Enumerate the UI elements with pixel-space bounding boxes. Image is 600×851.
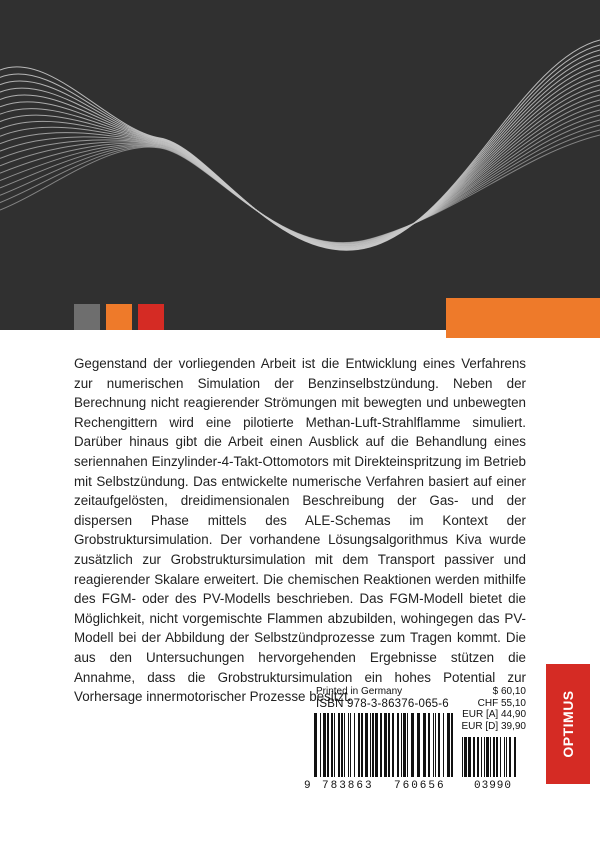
barcode-bar	[486, 737, 489, 777]
barcode-bar	[435, 713, 436, 777]
barcode-bar	[506, 737, 507, 777]
barcode-bar	[323, 713, 326, 777]
barcode-bar	[407, 713, 408, 777]
barcode-bar	[490, 737, 491, 777]
barcode-bar	[464, 737, 467, 777]
barcode-bar	[327, 713, 329, 777]
barcode-bar	[344, 713, 345, 777]
barcode-bar	[338, 713, 340, 777]
barcode-bar	[417, 713, 420, 777]
wave-line	[0, 120, 600, 244]
barcode-bar	[484, 737, 485, 777]
isbn-barcode	[314, 713, 454, 777]
price-addon-barcode	[462, 737, 520, 777]
barcode-bar	[358, 713, 360, 777]
barcode-bar	[354, 713, 355, 777]
wave-line	[0, 105, 600, 245]
barcode-bar	[341, 713, 343, 777]
barcode-bar	[320, 713, 321, 777]
barcode-bar	[423, 713, 426, 777]
barcode-bar	[370, 713, 371, 777]
barcode-bar	[481, 737, 482, 777]
wave-line	[0, 45, 600, 250]
barcode-bar	[438, 713, 440, 777]
price-eur-d: EUR [D] 39,90	[461, 720, 526, 732]
barcode-bar	[428, 713, 430, 777]
barcode-bar	[496, 737, 498, 777]
barcode-bar	[372, 713, 374, 777]
barcode-bar	[433, 713, 434, 777]
barcode-bar	[468, 737, 471, 777]
orange-square	[106, 304, 132, 330]
barcode-bar	[509, 737, 511, 777]
barcode-bar	[462, 737, 463, 777]
barcode-bar	[334, 713, 335, 777]
barcode-bar	[411, 713, 414, 777]
barcode-digits-left: 783863	[322, 780, 374, 792]
printed-in-label: Printed in Germany	[316, 686, 403, 697]
barcode-bar	[447, 713, 450, 777]
barcode-bar	[451, 713, 453, 777]
barcode-bar	[473, 737, 475, 777]
orange-accent-bar	[446, 298, 600, 338]
barcode-bar	[384, 713, 387, 777]
barcode-bar	[500, 737, 501, 777]
price-usd: $ 60,10	[492, 686, 526, 697]
barcode-bar	[397, 713, 399, 777]
price-eur-a: EUR [A] 44,90	[462, 709, 526, 721]
wave-line	[0, 85, 600, 247]
gray-square	[74, 304, 100, 330]
barcode-bar	[443, 713, 444, 777]
barcode-bar	[348, 713, 349, 777]
barcode-bar	[477, 737, 479, 777]
red-square	[138, 304, 164, 330]
barcode-digits-addon: 03990	[474, 780, 513, 792]
barcode-bar	[375, 713, 378, 777]
cover-top-band	[0, 0, 600, 330]
isbn-label: ISBN 978-3-86376-065-6	[316, 698, 449, 710]
wave-line	[0, 135, 600, 243]
barcode-bar	[331, 713, 333, 777]
barcode-bar	[365, 713, 368, 777]
barcode-bar	[350, 713, 351, 777]
barcode-bar	[401, 713, 402, 777]
barcode-digit-first: 9	[304, 780, 311, 792]
wave-lines-graphic	[0, 0, 600, 330]
barcode-bar	[514, 737, 516, 777]
barcode-bar	[392, 713, 394, 777]
barcode-bar	[314, 713, 317, 777]
barcode-bar	[380, 713, 382, 777]
barcode-bar	[388, 713, 390, 777]
barcode-bar	[403, 713, 406, 777]
barcode-bar	[504, 737, 505, 777]
price-list	[460, 686, 526, 732]
wave-line	[0, 70, 600, 248]
publisher-logo	[546, 664, 590, 784]
publisher-logo-text: OPTIMUS	[560, 690, 576, 758]
barcode-bar	[493, 737, 495, 777]
price-chf: CHF 55,10	[477, 697, 526, 709]
barcode-bar	[361, 713, 363, 777]
barcode-digits-right: 760656	[394, 780, 446, 792]
back-cover-blurb: Gegenstand der vorliegenden Arbeit ist die Entwicklung eines Verfahrens zur numerischen Simulation der Benzinselbstzündung. Neben der Berechnung nicht reagierender Strömungen mit bewegten und unbewegten Rechengittern wird eine pilotierte Methan-Luft-Strahlflamme simuliert. Darüber hinaus gibt die Arbeit einen Ausblick auf die Behandlung eines seriennahen Einzylinder-4-Takt-Ottomotors mit Direkteinspritzung im Betrieb mit Selbstzündung. Das entwickelte numerische Verfahren basiert auf einer zeitaufgelösten, dreidimensionalen Beschreibung der Gas- und der dispersen Phase mittels des ALE-Schemas im Kontext der Grobstruktursimulation. Der vorhandene Lösungsalgorithmus Kiva wurde zusätzlich zur Grobstruktursimulation mit dem Transport passiver und reagierender Skalare erweitert. Die chemischen Reaktionen werden mithilfe des FGM- oder des PV-Modells beschrieben. Das FGM-Modell bietet die Möglichkeit, nicht vorgemischte Flammen abzubilden, wohingegen das PV-Modell bei der Abbildung der Selbstzündprozesse zum Tragen kommt. Die aus den Untersuchungen hervorgehenden Ergebnisse stützen die Annahme, dass die Grobstruktursimulation ein hohes Potential zur Vorhersage innermotorischer Prozesse besitzt.	[74, 356, 526, 705]
wave-line	[0, 115, 600, 244]
